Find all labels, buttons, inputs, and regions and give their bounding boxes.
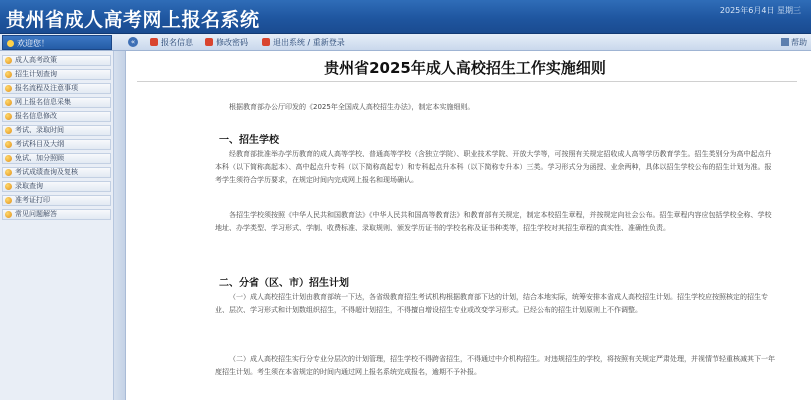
site-header [0, 0, 811, 34]
main-content [127, 51, 811, 400]
sidebar-item-process[interactable] [2, 83, 111, 94]
help-label: 帮助 [791, 38, 807, 47]
bullet-icon [5, 85, 12, 92]
sidebar-item-label: 考试成绩查询及复核 [15, 168, 78, 176]
sidebar-item-schedule[interactable] [2, 125, 111, 136]
document-title: 贵州省2025年成人高校招生工作实施细则 [324, 59, 606, 77]
intro-paragraph: 根据教育部办公厅印发的《2025年全国成人高校招生办法》，制定本实施细则。 [229, 103, 475, 111]
sidebar-item-admission[interactable] [2, 181, 111, 192]
section-heading: 一、招生学校 [219, 135, 279, 146]
sidebar-item-label: 准考证打印 [15, 196, 50, 204]
toolbar [0, 34, 811, 51]
sidebar-item-label: 考试科目及大纲 [15, 140, 64, 148]
bullet-icon [5, 99, 12, 106]
bullet-icon [5, 169, 12, 176]
sidebar-item-label: 考试、录取时间 [15, 126, 64, 134]
sidebar-splitter[interactable] [114, 51, 126, 400]
logout-icon [262, 38, 270, 46]
current-date: 2025年6月4日 星期三 [719, 6, 801, 15]
sidebar-item-label: 招生计划查询 [15, 70, 57, 78]
site-title: 贵州省成人高考网上报名系统 [6, 9, 260, 31]
body-paragraph: （一）成人高校招生计划由教育部统一下达，各省级教育招生考试机构根据教育部下达的计划，结合本地实际，统筹安排本省成人高校招生计划。招生学校应按照核定的招生专业、层次、学习形式和计划数组织招生，不得超计划招生，不得擅自增设招生专业或改变学习形式。已经公布的招生计划原则上不作调整。 [215, 293, 768, 314]
sidebar-item-scores[interactable] [2, 167, 111, 178]
bullet-icon [5, 71, 12, 78]
toolbar-link-label: 退出系统 / 重新登录 [273, 38, 345, 47]
bullet-icon [5, 113, 12, 120]
sidebar-item-modify[interactable] [2, 111, 111, 122]
toolbar-link-password[interactable] [205, 36, 248, 49]
sidebar-item-faq[interactable] [2, 209, 111, 220]
sidebar-item-label: 常见问题解答 [15, 210, 57, 218]
sidebar-item-label: 免试、加分照顾 [15, 154, 64, 162]
body-paragraph: 经教育部批准举办学历教育的成人高等学校、普通高等学校（含独立学院）、职业技术学院、开放大学等，可按照有关规定招收成人高等学历教育学生。招生类别分为高中起点升本科（以下简称高起本）、高中起点升专科（以下简称高起专）和专科起点升本科（以下简称专升本）三类。学习形式分为函授、业余两种，具体以招生学校公布的招生计划为准。报考学生须符合学历要求，在规定时间内完成网上报名和现场确认。 [215, 150, 772, 184]
sidebar-item-plan[interactable] [2, 69, 111, 80]
toolbar-link-label: 修改密码 [216, 38, 248, 47]
sidebar-item-bonus[interactable] [2, 153, 111, 164]
section-heading: 二、分省（区、市）招生计划 [219, 278, 349, 289]
bullet-icon [5, 127, 12, 134]
info-icon [150, 38, 158, 46]
user-icon [7, 40, 14, 47]
welcome-tab [2, 35, 112, 50]
bullet-icon [5, 155, 12, 162]
title-divider [137, 81, 797, 82]
sidebar-item-ticket[interactable] [2, 195, 111, 206]
help-link[interactable] [781, 36, 807, 49]
sidebar-menu [0, 51, 114, 400]
sidebar-item-syllabus[interactable] [2, 139, 111, 150]
help-icon [781, 38, 789, 46]
bullet-icon [5, 141, 12, 148]
collapse-sidebar-button[interactable]: « [128, 37, 138, 47]
sidebar-item-label: 成人高考政策 [15, 56, 57, 64]
welcome-label: 欢迎您！ [17, 39, 49, 48]
bullet-icon [5, 183, 12, 190]
sidebar-item-label: 网上报名信息采集 [15, 98, 71, 106]
key-icon [205, 38, 213, 46]
sidebar-item-label: 报名信息修改 [15, 112, 57, 120]
body-paragraph: （二）成人高校招生实行分专业分层次的计划管理，招生学校不得跨省招生，不得通过中介机构招生。对违规招生的学校，将按照有关规定严肃处理，并视情节轻重核减其下一年度招生计划。考生须在本省规定的时间内通过网上报名系统完成报名，逾期不予补报。 [215, 355, 775, 376]
bullet-icon [5, 211, 12, 218]
bullet-icon [5, 197, 12, 204]
body-paragraph: 各招生学校须按照《中华人民共和国教育法》《中华人民共和国高等教育法》和教育部有关规定，制定本校招生章程，并按规定向社会公布。招生章程内容应包括学校全称、学校地址、办学类型、学习形式、学制、收费标准、录取规则、颁发学历证书的学校名称及证书种类等，招生学校对其招生章程的真实性、准确性负责。 [215, 211, 772, 232]
sidebar-item-label: 录取查询 [15, 182, 43, 190]
sidebar-item-register[interactable] [2, 97, 111, 108]
sidebar-item-label: 报名流程及注意事项 [15, 84, 78, 92]
bullet-icon [5, 57, 12, 64]
sidebar-item-policy[interactable] [2, 55, 111, 66]
toolbar-link-label: 报名信息 [161, 38, 193, 47]
toolbar-link-logout[interactable] [262, 36, 345, 49]
toolbar-link-info[interactable] [150, 36, 193, 49]
